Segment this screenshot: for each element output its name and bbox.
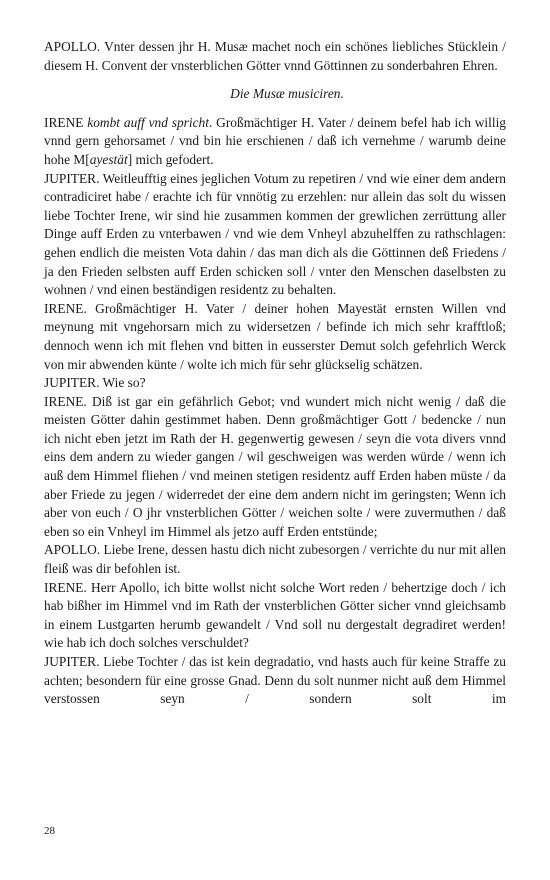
speech-text: Vnter dessen jhr H. Musæ machet noch ein schönes liebliches Stücklein / diesem H. Convent der vnsterblichen Götter vnnd Göttinnen zu sonderbahren Ehren. bbox=[44, 39, 506, 73]
speaker-name: IRENE. bbox=[44, 393, 87, 409]
body-text bbox=[44, 38, 506, 709]
speech-text: Diß ist gar ein gefährlich Gebot; vnd wundert mich nicht wenig / daß die meisten Götter dahin gestimmet haben. Denn großmächtiger Gott / bedencke / nun ich nicht eben jetzt im Rath der H. gegenwertig gewesen / seyn die vota divers vnnd eins dem andern zu wieder gangen / wil geschweigen was werden würde / wenn ich auß dem Himmel fliehen / vnd meinen stetigen residentz auff Erden haben müste / da aber Friede zu jegen / widerredet der eine dem andern nicht im geringsten; Wenn ich aber von euch / O jhr vnsterblichen Götter / weichen solte / were zuvermuthen / daß eben so ein Vnheyl im Himmel als jetzo auff Erden entstünde; bbox=[44, 393, 506, 539]
speech-text: Liebe Tochter / das ist kein degradatio, vnd hasts auch für keine Straffe zu achten; besondern für eine grosse Gnad. Denn du solt nunmer nicht auß dem Himmel verstossen seyn / sondern solt im bbox=[44, 654, 506, 707]
speaker-name: IRENE. bbox=[44, 579, 87, 595]
speech-text: Herr Apollo, ich bitte wollst nicht solche Wort reden / behertzige doch / ich hab bißher im Himmel vnd im Rath der vnsterblichen Götter sicher vnnd gleichsamb in einem Lustgarten herumb gewandelt / Vnd soll nu dergestalt degradiret werden! wie hab ich doch solches verschuldet? bbox=[44, 579, 506, 651]
speaker-name: APOLLO. bbox=[44, 542, 101, 558]
paragraph-irene-4 bbox=[44, 579, 506, 653]
page-number: 28 bbox=[44, 825, 55, 837]
speaker-name: APOLLO. bbox=[44, 39, 101, 54]
speaker-name: IRENE bbox=[44, 114, 84, 130]
speech-text: Wie so? bbox=[99, 375, 146, 391]
paragraph-jupiter-3 bbox=[44, 653, 506, 709]
speaker-name: IRENE. bbox=[44, 300, 87, 316]
paragraph-irene-1 bbox=[44, 114, 506, 170]
paragraph-apollo-2 bbox=[44, 541, 506, 578]
speaker-name: JUPITER. bbox=[44, 170, 100, 186]
paragraph-jupiter-1 bbox=[44, 170, 506, 300]
speech-text: Weitleufftig eines jeglichen Votum zu repetiren / vnd wie einer dem andern contradiciret habe / erachte ich für vnnötig zu erzehlen: nur allein das solt du wissen liebe Tochter Irene, wir sind hie zusammen kommen der grewlichen zerrüttung aller Dinge auff Erden zu vnterbawen / vnd wie dem Vnheyl abzuhelffen zu rathschlagen: gehen endlich die meisten Vota dahin / das man dich als die Göttinnen deß Friedens / ja den Frieden selbsten auff Erden schicken soll / vnter den Menschen daselbsten zu wohnen / vnd einen beständigen residentz zu behalten. bbox=[44, 170, 506, 298]
paragraph-jupiter-2 bbox=[44, 374, 506, 393]
speaker-name: JUPITER. bbox=[44, 654, 100, 669]
editorial-expansion: ayestät bbox=[89, 151, 128, 167]
speech-text: ] mich gefodert. bbox=[127, 151, 214, 167]
paragraph-irene-3 bbox=[44, 393, 506, 542]
speaker-name: JUPITER. bbox=[44, 375, 100, 391]
paragraph-apollo-1 bbox=[44, 38, 506, 75]
speech-text: Großmächtiger H. Vater / deiner hohen Mayestät ernsten Willen vnd meynung mit vngehorsarn mich zu widersetzen / befinde ich mich sehr krafftloß; dennoch wenn ich mit flehen vnd bitten in eusserster Demut solch gefehrlich Werck von mir abwenden künte / wolte ich mich für sehr glückselig schätzen. bbox=[44, 300, 506, 372]
stage-heading: Die Musæ musiciren. bbox=[230, 86, 344, 102]
speech-text: Liebe Irene, dessen hastu dich nicht zubesorgen / verrichte du nur mit allen fleiß was dir befohlen ist. bbox=[44, 542, 506, 577]
speech-text: . Großmächtiger H. Vater / deinem befel hab ich willig vnnd gern gehorsamet / vnd bin hie erschienen / daß ich vernehme / warumb deine hohe M[ bbox=[44, 114, 506, 167]
paragraph-irene-2 bbox=[44, 300, 506, 374]
stage-direction: kombt auff vnd spricht bbox=[83, 114, 209, 130]
